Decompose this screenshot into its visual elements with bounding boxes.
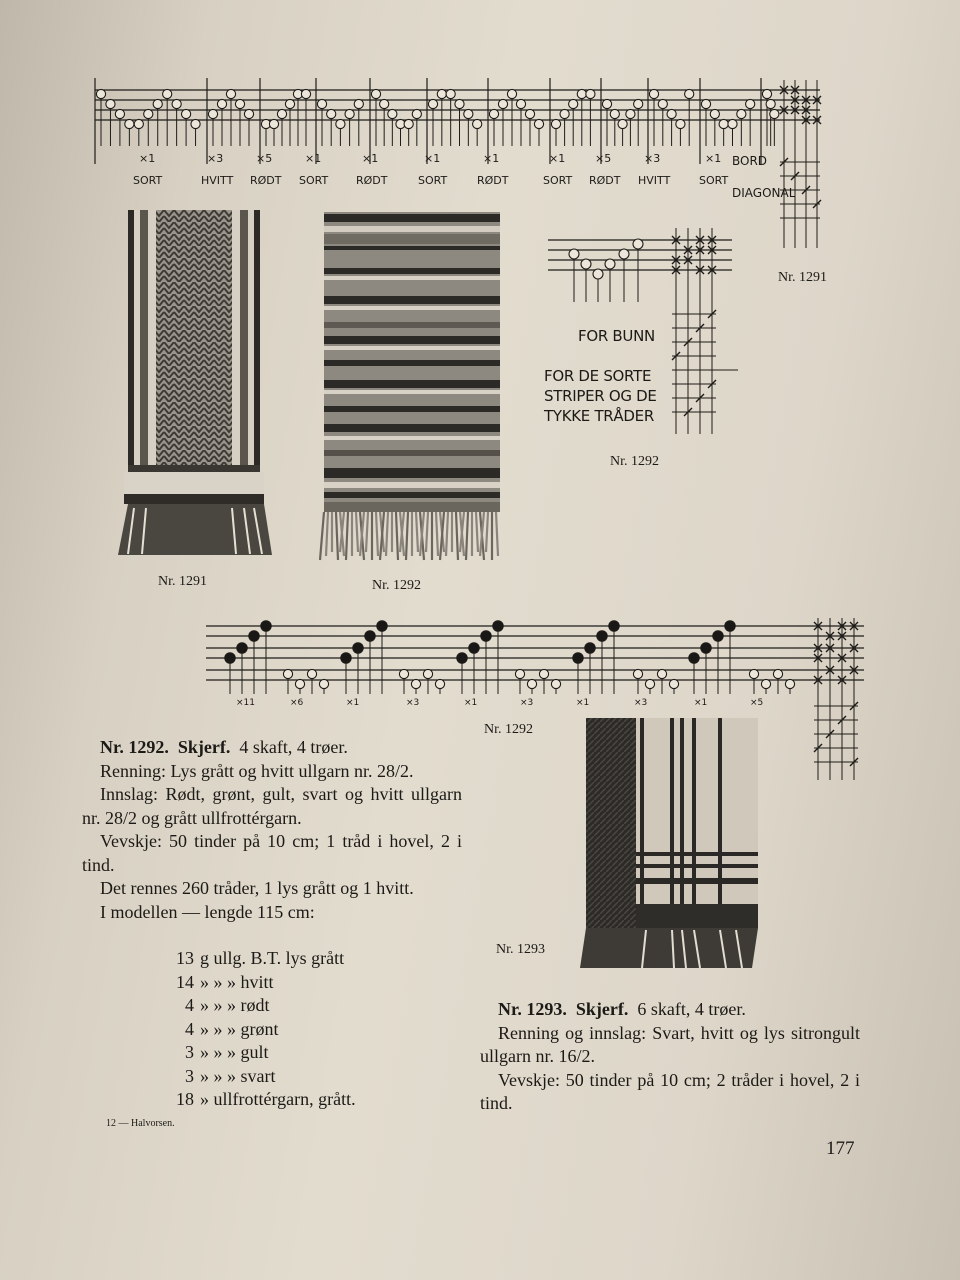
threading-ring <box>464 109 473 118</box>
threading-ring <box>327 109 336 118</box>
repeat-count: ×1 <box>549 152 566 165</box>
threading-ring <box>749 669 758 678</box>
yarn-color-label: SORT <box>418 174 448 187</box>
text-block-1293 <box>480 998 860 1116</box>
label-tykke-trader: TYKKE TRÅDER <box>544 407 654 425</box>
materials-list <box>150 947 390 1112</box>
threading-ring <box>191 119 200 128</box>
threading-dot <box>249 631 259 641</box>
threading-dot <box>341 653 351 663</box>
repeat-count: ×1 <box>464 698 478 708</box>
threading-dot <box>237 643 247 653</box>
innslag-1292: Innslag: Rødt, grønt, gult, svart og hvitt ullgarn nr. 28/2 og grått ullfrottérgarn. <box>82 784 462 828</box>
fringe-strand <box>376 512 378 556</box>
photo-1293-caption: Nr. 1293 <box>496 942 545 957</box>
threading-ring <box>345 109 354 118</box>
threading-ring <box>634 99 643 108</box>
threading-ring <box>626 109 635 118</box>
material-row: 14 » » » hvitt <box>176 971 274 992</box>
fringe-strand <box>466 512 468 560</box>
fringe-strand <box>456 512 458 560</box>
repeat-count: ×6 <box>290 698 304 708</box>
draft-1291-caption: Nr. 1291 <box>778 270 827 285</box>
draft-1293-caption: Nr. 1292 <box>484 722 533 737</box>
weft-stripe <box>324 234 500 244</box>
weft-stripe <box>324 336 500 344</box>
yarn-color-label: RØDT <box>250 174 282 187</box>
threading-ring <box>283 669 292 678</box>
threading-ring <box>657 669 666 678</box>
threading-ring <box>435 679 444 688</box>
draft-1292-caption: Nr. 1292 <box>610 454 659 469</box>
threading-ring <box>610 109 619 118</box>
threading-ring <box>618 119 627 128</box>
weft-stripe <box>324 276 500 280</box>
threading-dot <box>457 653 467 663</box>
weft-stripe <box>324 214 500 222</box>
threading-ring <box>125 119 134 128</box>
threading-dot <box>585 643 595 653</box>
repeat-count: ×3 <box>644 152 661 165</box>
material-row: 18 » ullfrottérgarn, grått. <box>176 1089 356 1109</box>
weft-stripe <box>324 390 500 394</box>
yarn-color-label: RØDT <box>589 174 621 187</box>
yarn-color-label: SORT <box>299 174 329 187</box>
threading-ring <box>710 109 719 118</box>
threading-ring <box>235 99 244 108</box>
page-number: 177 <box>826 1138 855 1159</box>
material-row: 3 » » » svart <box>185 1065 276 1086</box>
repeat-count: ×3 <box>634 698 648 708</box>
threading-ring <box>455 99 464 108</box>
threading-ring <box>701 99 710 108</box>
vevskje-1293: Vevskje: 50 tinder på 10 cm; 2 tråder i hovel, 2 i tind. <box>480 1069 860 1113</box>
threading-ring <box>761 679 770 688</box>
threading-ring <box>534 119 543 128</box>
label-for-de-sorte: FOR DE SORTE <box>544 367 652 385</box>
repeat-count: ×1 <box>705 152 722 165</box>
threading-dot <box>481 631 491 641</box>
fringe-strand <box>426 512 428 552</box>
weft-stripe <box>324 436 500 440</box>
material-row: 13 g ullg. B.T. lys grått <box>176 948 345 968</box>
fringe-strand <box>476 512 478 552</box>
threading-ring <box>489 109 498 118</box>
threading-ring <box>269 119 278 128</box>
weft-stripe <box>324 360 500 366</box>
repeat-count: ×5 <box>256 152 273 165</box>
repeat-count: ×1 <box>483 152 500 165</box>
repeat-count: ×3 <box>520 698 534 708</box>
threading-ring <box>399 669 408 678</box>
threading-ring <box>551 679 560 688</box>
fringe-strand <box>486 512 488 552</box>
weft-stripe <box>324 468 500 478</box>
fringe-strand <box>346 512 348 560</box>
threading-ring <box>380 99 389 108</box>
threading-ring <box>773 669 782 678</box>
threading-ring <box>498 99 507 108</box>
yarn-color-label: RØDT <box>356 174 388 187</box>
tieup-label-bord: BORD <box>732 154 768 168</box>
threading-dot <box>713 631 723 641</box>
photo-1291-caption: Nr. 1291 <box>158 574 207 589</box>
threading-ring <box>388 109 397 118</box>
threading-dot <box>493 621 503 631</box>
threading-ring <box>560 109 569 118</box>
fringe-strand <box>396 512 398 560</box>
threading-ring <box>658 99 667 108</box>
repeat-count: ×1 <box>362 152 379 165</box>
threading-ring <box>728 119 737 128</box>
modellen-1292: I modellen — lengde 115 cm: <box>100 901 315 922</box>
threading-dot <box>689 653 699 663</box>
weft-stripe <box>324 406 500 412</box>
repeat-count: ×1 <box>576 698 590 708</box>
label-striper: STRIPER OG DE <box>544 387 657 405</box>
threading-ring <box>96 89 105 98</box>
repeat-count: ×3 <box>406 698 420 708</box>
vevskje-1292: Vevskje: 50 tinder på 10 cm; 1 tråd i hovel, 2 i tind. <box>82 831 462 875</box>
threading-ring <box>153 99 162 108</box>
renning-1293: Renning og innslag: Svart, hvitt og lys sitrongult ullgarn nr. 16/2. <box>480 1022 860 1066</box>
threading-ring <box>181 109 190 118</box>
fringe-strand <box>336 512 338 560</box>
weft-stripe <box>324 322 500 328</box>
threading-ring <box>277 109 286 118</box>
threading-ring <box>645 679 654 688</box>
threading-ring <box>163 89 172 98</box>
threading-ring <box>319 679 328 688</box>
threading-dot <box>365 631 375 641</box>
threading-ring <box>581 259 591 269</box>
heading-rest-1292: 4 skaft, 4 trøer. <box>239 737 348 757</box>
threading-ring <box>473 119 482 128</box>
threading-ring <box>144 109 153 118</box>
threading-ring <box>371 89 380 98</box>
threading-ring <box>633 669 642 678</box>
fringe-strand <box>446 512 448 556</box>
fringe-strand <box>416 512 418 552</box>
yarn-color-label: RØDT <box>477 174 509 187</box>
fringe-strand <box>320 512 324 560</box>
repeat-count: ×5 <box>595 152 612 165</box>
material-row: 4 » » » grønt <box>185 1018 279 1039</box>
rennes-1292: Det rennes 260 tråder, 1 lys grått og 1 hvitt. <box>100 878 414 898</box>
yarn-color-label: SORT <box>543 174 573 187</box>
threading-ring <box>602 99 611 108</box>
threading-ring <box>226 89 235 98</box>
threading-dot <box>609 621 619 631</box>
scarf-photo-1292 <box>310 210 506 568</box>
threading-ring <box>667 109 676 118</box>
repeat-count: ×11 <box>236 698 255 708</box>
threading-ring <box>507 89 516 98</box>
threading-ring <box>569 99 578 108</box>
weft-stripe <box>324 346 500 350</box>
label-for-bunn: FOR BUNN <box>578 327 655 345</box>
fringe-strand <box>436 512 438 556</box>
threading-ring <box>307 669 316 678</box>
threading-ring <box>746 99 755 108</box>
repeat-count: ×3 <box>207 152 224 165</box>
threading-ring <box>569 249 579 259</box>
weft-stripe <box>324 306 500 310</box>
heading-number-1292: Nr. 1292. <box>100 737 169 757</box>
threading-ring <box>593 269 603 279</box>
threading-dot <box>573 653 583 663</box>
threading-ring <box>115 109 124 118</box>
weft-stripe <box>324 424 500 432</box>
heading-name-1292: Skjerf. <box>177 737 231 757</box>
threading-ring <box>719 119 728 128</box>
threading-dot <box>725 621 735 631</box>
threading-dot <box>225 653 235 663</box>
threading-ring <box>605 259 615 269</box>
renning-1292: Renning: Lys grått og hvitt ullgarn nr. 28/2. <box>100 760 414 781</box>
threading-ring <box>676 119 685 128</box>
yarn-color-label: SORT <box>133 174 163 187</box>
threading-ring <box>633 239 643 249</box>
threading-ring <box>423 669 432 678</box>
repeat-count: ×1 <box>305 152 322 165</box>
material-row: 4 » » » rødt <box>185 995 270 1015</box>
threading-ring <box>649 89 658 98</box>
threading-ring <box>551 119 560 128</box>
text-block-1292 <box>82 736 462 924</box>
threading-ring <box>301 89 310 98</box>
threading-ring <box>446 89 455 98</box>
threading-ring <box>516 99 525 108</box>
threading-ring <box>412 109 421 118</box>
threading-ring <box>586 89 595 98</box>
fringe-strand <box>386 512 388 556</box>
threading-ring <box>106 99 115 108</box>
weft-stripe <box>324 502 500 512</box>
threading-ring <box>437 89 446 98</box>
weft-stripe <box>324 296 500 304</box>
threading-ring <box>411 679 420 688</box>
yarn-color-label: HVITT <box>638 174 671 187</box>
weft-stripe <box>324 380 500 388</box>
repeat-count: ×1 <box>694 698 708 708</box>
scarf-photo-1293 <box>576 716 760 974</box>
threading-dot <box>469 643 479 653</box>
threading-ring <box>354 99 363 108</box>
threading-ring <box>525 109 534 118</box>
scarf-photo-1291 <box>114 210 276 562</box>
threading-dot <box>261 621 271 631</box>
threading-ring <box>762 89 771 98</box>
weft-stripe <box>324 268 500 274</box>
fringe-strand <box>326 512 328 556</box>
repeat-count: ×1 <box>346 698 360 708</box>
threading-dot <box>377 621 387 631</box>
threading-ring <box>619 249 629 259</box>
threading-ring <box>336 119 345 128</box>
threading-ring <box>404 119 413 128</box>
weft-stripe <box>324 492 500 498</box>
heading-number-1293: Nr. 1293. <box>498 999 567 1019</box>
threading-ring <box>685 89 694 98</box>
fringe-strand <box>406 512 408 560</box>
threading-dot <box>353 643 363 653</box>
threading-ring <box>539 669 548 678</box>
repeat-count: ×1 <box>424 152 441 165</box>
fringe-strand <box>366 512 368 552</box>
threading-ring <box>515 669 524 678</box>
weft-stripe <box>324 226 500 232</box>
footer-signature: 12 — Halvorsen. <box>106 1118 175 1129</box>
threading-ring <box>785 679 794 688</box>
threading-ring <box>172 99 181 108</box>
threading-ring <box>527 679 536 688</box>
threading-ring <box>217 99 226 108</box>
material-row: 3 » » » gult <box>185 1042 269 1062</box>
threading-ring <box>285 99 294 108</box>
fringe-strand <box>496 512 498 556</box>
tieup-label-diagonal: DIAGONAL <box>732 186 796 200</box>
threading-ring <box>134 119 143 128</box>
weft-stripe <box>324 450 500 456</box>
threading-ring <box>244 109 253 118</box>
threading-ring <box>317 99 326 108</box>
threading-dot <box>597 631 607 641</box>
heading-rest-1293: 6 skaft, 4 trøer. <box>637 999 746 1019</box>
threading-ring <box>737 109 746 118</box>
threading-ring <box>766 99 775 108</box>
fringe-strand <box>356 512 358 552</box>
photo-1292-caption: Nr. 1292 <box>372 578 421 593</box>
threading-ring <box>208 109 217 118</box>
threading-ring <box>295 679 304 688</box>
weft-stripe <box>324 246 500 250</box>
weft-stripe <box>324 482 500 488</box>
yarn-color-label: HVITT <box>201 174 234 187</box>
threading-ring <box>669 679 678 688</box>
repeat-count: ×5 <box>750 698 764 708</box>
threading-ring <box>428 99 437 108</box>
yarn-color-label: SORT <box>699 174 729 187</box>
threading-ring <box>770 109 779 118</box>
repeat-count: ×1 <box>139 152 156 165</box>
threading-dot <box>701 643 711 653</box>
heading-name-1293: Skjerf. <box>575 999 629 1019</box>
threading-ring <box>577 89 586 98</box>
